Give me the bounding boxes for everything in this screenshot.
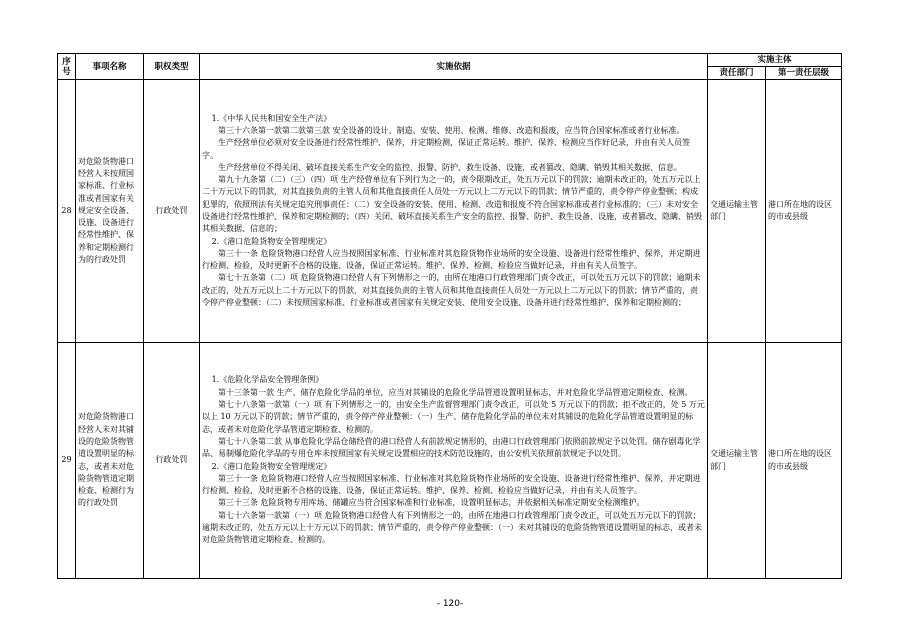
basis-line: 1.《中华人民共和国安全生产法》: [211, 113, 332, 123]
basis-line: 第七十六条第一款第（一）项 危险货物港口经营人有下列情形之一的，由所在地港口行政管理部门责令改正，可以处五万元以下的罚款；逾期未改正的，处五万元以上十万元以下的罚款；情节严重的，责令停产停业整顿：（一）未对其铺设的危险货物管道设置明显的标志，或者未对危险货物管道定期检查、检测的。: [202, 510, 702, 545]
header-basis: 实施依据: [200, 54, 708, 80]
row-basis: [200, 343, 708, 579]
basis-line: 生产经营单位必须对安全设备进行经常性维护、保养，并定期检测，保证正常运转。维护、保养、检测应当作好记录，并由有关人员签字。: [202, 138, 690, 160]
basis-line: 2.《港口危险货物安全管理规定》: [211, 461, 332, 471]
basis-line: 2.《港口危险货物安全管理规定》: [211, 236, 332, 246]
basis-line: 第三十一条 危险货物港口经营人应当按照国家标准、行业标准对其危险货物作业场所的安全设施、设备进行经常性维护、保养，并定期进行检测、检验，及时更新不合格的设施、设备，保证正常运转。维护、保养、检测、检验应当做好记录，并由有关人员签字。: [202, 248, 701, 271]
header-level: 第一责任层级: [766, 67, 842, 80]
table-row: [58, 80, 842, 343]
row-power-type: 行政处罚: [144, 343, 200, 579]
row-seq: 28: [58, 80, 76, 343]
page-number: - 120-: [436, 599, 464, 609]
enforcement-table: [57, 53, 842, 579]
row-dept: 交通运输主管部门: [708, 343, 766, 579]
basis-line: 第三十三条 危险货物专用库场、储罐应当符合国家标准和行业标准，设置明显标志，并依据相关标准定期安全检测维护。: [218, 498, 645, 508]
row-seq: 29: [58, 343, 76, 579]
basis-line: 1.《危险化学品安全管理条例》: [211, 375, 324, 385]
header-item-name: 事项名称: [76, 54, 144, 80]
row-level: 港口所在地的设区的市或县级: [766, 80, 842, 343]
header-dept: 责任部门: [708, 67, 766, 80]
basis-line: 第三十六条第一款第二款第三款 安全设备的设计、制造、安装、使用、检测、维修、改造和报废，应当符合国家标准或者行业标准。: [218, 125, 685, 135]
table-row: [58, 343, 842, 579]
basis-line: 生产经营单位不得关闭、破坏直接关系生产安全的监控、报警、防护、救生设备、设施，或者篡改、隐瞒、销毁其相关数据、信息。: [218, 162, 682, 172]
basis-line: 第七十五条第（二）项 危险货物港口经营人有下列情形之一的，由所在地港口行政管理部门责令改正，可以处五万元以下的罚款；逾期未改正的，处五万元以上二十万元以下的罚款，对其直接负责的主管人员和其他直接责任人员处一万元以上二万元以下的罚款；情节严重的，责令停产停业整顿：（二）未按照国家标准、行业标准或者国家有关规定安装、使用安全设施、设备并进行经常性维护、保养和定期检测的；: [202, 273, 701, 308]
row-dept: 交通运输主管部门: [708, 80, 766, 343]
row-level: 港口所在地的设区的市或县级: [766, 343, 842, 579]
header-power-type: 职权类型: [144, 54, 200, 80]
header-subject: 实施主体: [708, 54, 842, 67]
basis-line: 第七十八条第一款第（一）项 有下列情形之一的，由安全生产监督管理部门责令改正，可以处 5 万元以下的罚款；拒不改正的，处 5 万元以上 10 万元以下的罚款；情节严重的，责令停产停业整顿：（一）生产、储存危险化学品的单位未对其铺设的危险化学品管道设置明显的标志，或者未对危险化学品管道定期检查、检测的。: [202, 400, 705, 434]
basis-line: 第九十九条第（二）（三）（四）项 生产经营单位有下列行为之一的，责令限期改正，处五万元以下的罚款；逾期未改正的，处五万元以上二十万元以下的罚款，对其直接负责的主管人员和其他直接责任人员处一万元以上二万元以下的罚款；情节严重的，责令停产停业整顿；构成犯罪的，依照刑法有关规定追究刑事责任：（二）安全设备的安装、使用、检测、改造和报废不符合国家标准或者行业标准的；（三）未对安全设备进行经常性维护、保养和定期检测的；（四）关闭、破坏直接关系生产安全的监控、报警、防护、救生设备、设施，或者篡改、隐瞒、销毁其相关数据、信息的；: [202, 175, 702, 234]
row-item-name: 对危险货物港口经营人未按照国家标准、行业标准或者国家有关规定安全设备、设施、设备进行经常性维护、保养和定期检测行为的行政处罚: [76, 80, 144, 343]
row-power-type: 行政处罚: [144, 80, 200, 343]
basis-line: 第七十八条第二款 从事危险化学品仓储经营的港口经营人有前款规定情形的，由港口行政管理部门依照前款规定予以处罚。储存剧毒化学品、易制爆危险化学品的专用仓库未按照国家有关规定设置相应的技术防范设施的，由公安机关依照前款规定予以处罚。: [202, 436, 701, 459]
row-item-name: 对危险货物港口经营人未对其铺设的危险货物管道设置明显的标志，或者未对危险货物管道定期检查、检测行为的行政处罚: [76, 343, 144, 579]
row-basis: [200, 80, 708, 343]
basis-line: 第十三条第一款 生产、储存危险化学品的单位，应当对其铺设的危险化学品管道设置明显标志，并对危险化学品管道定期检查、检测。: [218, 387, 693, 397]
basis-line: 第三十一条 危险货物港口经营人应当按照国家标准、行业标准对其危险货物作业场所的安全设施、设备进行经常性维护、保养，并定期进行检测、检验，及时更新不合格的设施、设备，保证正常运转。维护、保养、检测、检验应当做好记录，并由有关人员签字。: [202, 473, 701, 496]
header-seq: 序号: [58, 54, 76, 80]
